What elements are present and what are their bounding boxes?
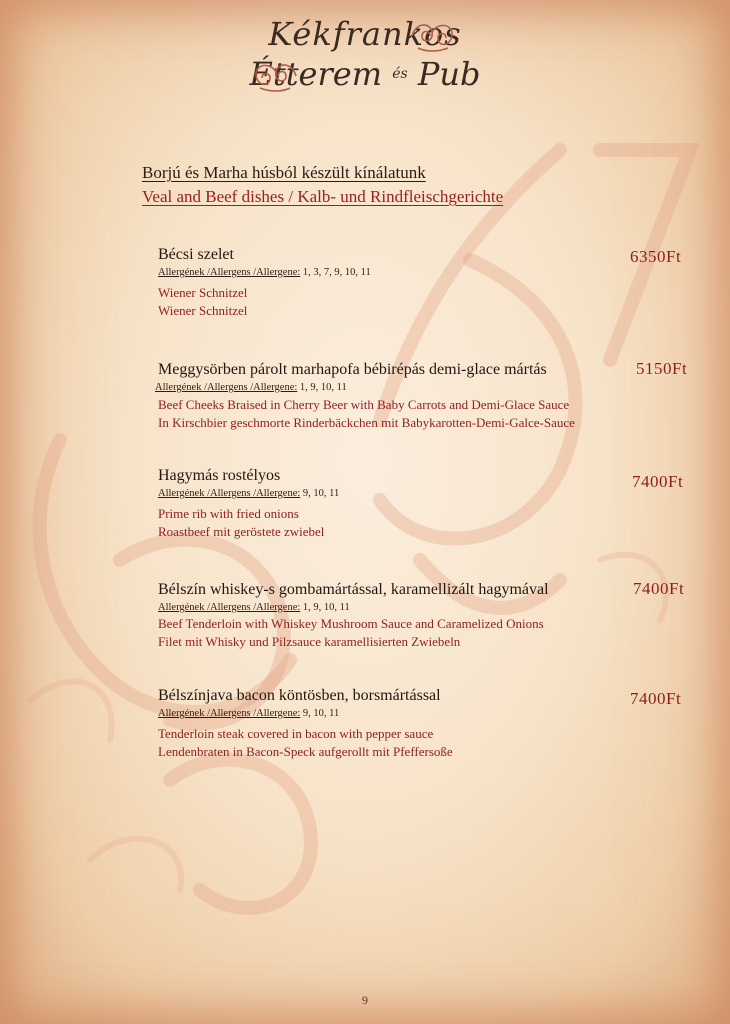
dish-description-de: Wiener Schnitzel [158,303,248,318]
page-number: 9 [362,993,368,1007]
dish-name: Bélszín whiskey-s gombamártással, karamellizált hagymával [158,581,549,598]
dish-description-de: Roastbeef mit geröstete zwiebel [158,524,325,539]
dish-description-en: Beef Cheeks Braised in Cherry Beer with Baby Carrots and Demi-Glace Sauce [158,397,570,412]
logo-word-es: és [392,66,408,82]
allergen-info [155,382,698,393]
dish-description-de: In Kirschbier geschmorte Rinderbäckchen mit Babykarotten-Demi-Galce-Sauce [158,415,575,430]
dish-name: Bécsi szelet [158,246,234,263]
menu-item [158,580,698,651]
dish-price: 5150Ft [636,359,688,378]
allergen-label: Allergének /Allergens /Allergene: [155,382,298,393]
logo-line-1: Kékfrankos [268,15,462,53]
dish-price: 7400Ft [632,472,684,491]
dish-name: Bélszínjava bacon köntösben, borsmártással [158,687,441,704]
dish-description-en: Tenderloin steak covered in bacon with pepper sauce [158,726,434,741]
dish-description-de: Filet mit Whisky und Pilzsauce karamellisierten Zwiebeln [158,634,461,649]
dish-price: 7400Ft [633,579,685,598]
dish-description-en: Beef Tenderloin with Whiskey Mushroom Sauce and Caramelized Onions [158,616,544,631]
allergen-label: Allergének /Allergens /Allergene: [158,488,301,499]
allergen-codes: 1, 9, 10, 11 [302,602,350,613]
menu-item [158,466,698,541]
dish-description-en: Prime rib with fried onions [158,506,299,521]
dish-name: Hagymás rostélyos [158,467,281,484]
dish-price: 6350Ft [630,247,682,266]
menu-item [158,686,698,761]
section-subtitle: Veal and Beef dishes / Kalb- und Rindfleischgerichte [142,187,504,206]
allergen-codes: 1, 9, 10, 11 [299,382,347,393]
allergen-codes: 9, 10, 11 [302,708,340,719]
section-title: Borjú és Marha húsból készült kínálatunk [142,163,426,182]
restaurant-logo [0,14,730,94]
allergen-label: Allergének /Allergens /Allergene: [158,267,301,278]
dish-description-en: Wiener Schnitzel [158,285,248,300]
allergen-label: Allergének /Allergens /Allergene: [158,602,301,613]
dish-price: 7400Ft [630,689,682,708]
allergen-info [158,708,698,719]
menu-item [155,360,698,432]
allergen-info [158,267,698,278]
menu-item [158,245,698,320]
logo-swirl-left-icon [252,58,300,94]
logo-word-etterem: Étterem [249,55,383,93]
logo-line-2 [0,54,730,94]
allergen-info [158,602,698,613]
dish-description-de: Lendenbraten in Bacon-Speck aufgerollt mit Pfeffersoße [158,744,453,759]
logo-word-pub: Pub [417,55,481,93]
allergen-info [158,488,698,499]
allergen-codes: 1, 3, 7, 9, 10, 11 [302,267,371,278]
dish-name: Meggysörben párolt marhapofa bébirépás demi-glace mártás [158,361,547,378]
allergen-label: Allergének /Allergens /Allergene: [158,708,301,719]
allergen-codes: 9, 10, 11 [302,488,340,499]
logo-swirl-right-icon [408,18,456,54]
